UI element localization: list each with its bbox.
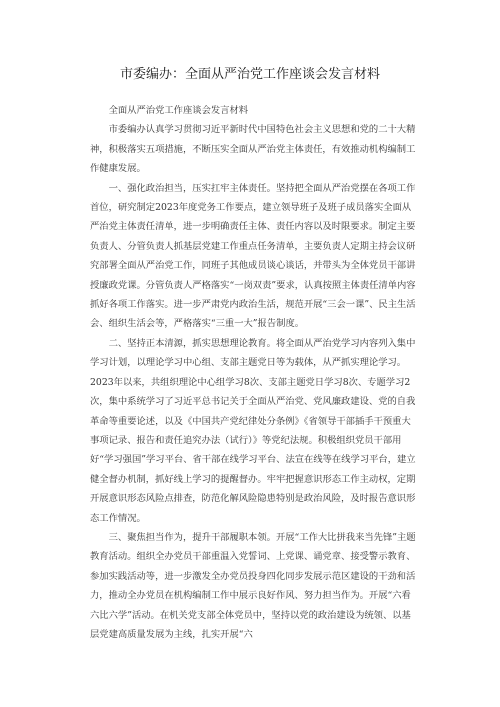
document-title: 市委编办：全面从严治党工作座谈会发言材料: [119, 67, 380, 82]
paragraph-intro: 市委编办认真学习贯彻习近平新时代中国特色社会主义思想和党的二十大精神，积极落实五项措施，不断压实全面从严治党主体责任，有效推动机构编制工作健康发展。: [90, 124, 416, 175]
paragraph-section-1: 一、强化政治担当，压实扛牢主体责任。坚持把全面从严治党摆在各项工作首位，研究制定2023年度党务工作要点，建立领导班子及班子成员落实全面从严治党主体责任清单，进一步明确责任主体、责任内容以及时限要求。制定主要负责人、分管负责人抓基层党建工作重点任务清单，主要负责人定期主持会议研究部署全面从严治党工作，同班子其他成员谈心谈话，并带头为全体党员干部讲授廉政党课。分管负责人严格落实“一岗双责”要求，认真按照主体责任清单内容抓好各项工作落实。进一步严肃党内政治生活，规范开展“三会一课”、民主生活会、组织生活会等，严格落实“三重一大”报告制度。: [90, 182, 416, 330]
document-body: [90, 101, 420, 644]
paragraph-section-2: 二、坚持正本清源，抓实思想理论教育。将全面从严治党学习内容列入集中学习计划，以理论学习中心组、支部主题党日等为载体，从严抓实理论学习。2023年以来，共组织理论中心组学习8次、支部主题党日学习8次、专题学习2次，集中系统学习了习近平总书记关于全面从严治党、党风廉政建设、党的自我革命等重要论述，以及《中国共产党纪律处分条例》《省领导干部插手干预重大事项记录、报告和责任追究办法（试行）》等党纪法规。积极组织党员干部用好“学习强国”学习平台、省干部在线学习平台、法宣在线等在线学习平台，建立健全督办机制，抓好线上学习的提醒督办。牢牢把握意识形态工作主动权，定期开展意识形态风险点排查，防范化解风险隐患特别是政治风险，及时报告意识形态工作情况。: [90, 337, 416, 524]
paragraph-section-3: 三、聚焦担当作为，提升干部履职本领。开展“工作大比拼我来当先锋”主题教育活动。组织全办党员干部重温入党誓词、上党课、诵党章、接受警示教育、参加实践活动等，进一步激发全办党员投身四化同步发展示范区建设的干劲和活力，推动全办党员在机构编制工作中展示良好作风、努力担当作为。开展“六看六比六学”活动。在机关党支部全体党员中，坚持以党的政治建设为统领、以基层党建高质量发展为主线，扎实开展“六: [90, 531, 416, 640]
document-subtitle: 全面从严治党工作座谈会发言材料: [108, 105, 249, 116]
